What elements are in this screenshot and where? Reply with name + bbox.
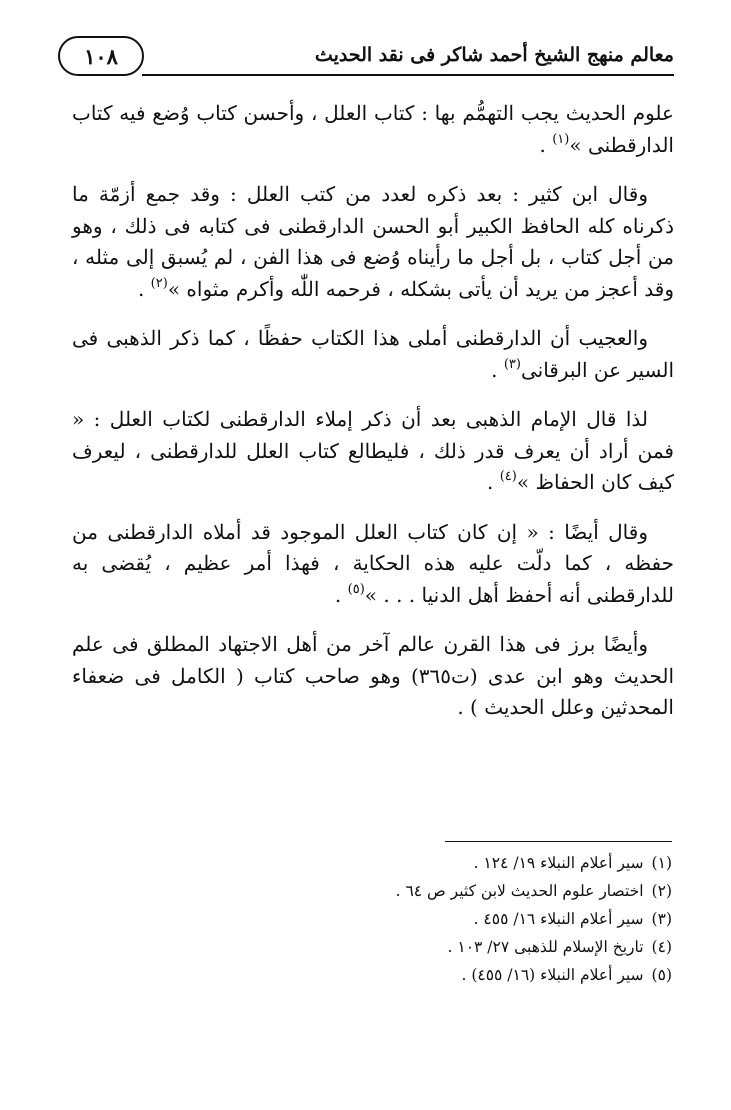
footnote-number: (٣) [651, 910, 672, 928]
footnote-divider [445, 841, 672, 842]
paragraph-tail: . [487, 470, 500, 494]
paragraph-text: والعجيب أن الدارقطنى أملى هذا الكتاب حفظًا ، كما ذكر الذهبى فى السير عن البرقانى [72, 326, 674, 382]
paragraph [72, 404, 674, 499]
footnote-number: (٥) [651, 966, 672, 984]
page-number: ١٠٨ [84, 43, 118, 69]
paragraph [72, 179, 674, 305]
footnote-reference: (١) [552, 131, 570, 147]
paragraph [72, 323, 674, 386]
footnote-number: (١) [651, 854, 672, 872]
footnote-reference: (٤) [499, 469, 517, 484]
paragraph-tail: . [539, 132, 553, 157]
paragraph [72, 629, 674, 724]
paragraph-text: علوم الحديث يجب التهمُّم بها : كتاب العلل ، وأحسن كتاب وُضع فيه كتاب الدارقطنى » [72, 101, 674, 157]
header-divider [142, 74, 674, 76]
paragraph-text: وأيضًا برز فى هذا القرن عالم آخر من أهل الاجتهاد المطلق فى علم الحديث وهو ابن عدى (ت٣٦٥) وهو صاحب كتاب ( الكامل فى ضعفاء المحدثين وعلل الحديث ) . [72, 632, 674, 719]
footnote-number: (٢) [651, 882, 672, 900]
footnote-text: تاريخ الإسلام للذهبى ٢٧/ ١٠٣ . [447, 938, 644, 956]
footnote-text: سير أعلام النبلاء ١٩/ ١٢٤ . [473, 854, 644, 872]
running-title: معالم منهج الشيخ أحمد شاكر فى نقد الحديث [314, 44, 674, 66]
main-text [72, 98, 674, 742]
paragraph-tail: . [491, 357, 504, 382]
footnote-reference: (٢) [150, 275, 168, 291]
footnotes [200, 849, 672, 989]
page-number-badge [58, 36, 144, 76]
footnote [200, 905, 672, 933]
paragraph-tail: . [334, 582, 348, 607]
footnote-text: سير أعلام النبلاء (١٦/ ٤٥٥) . [461, 966, 644, 984]
paragraph [72, 98, 674, 161]
paragraph [72, 517, 674, 612]
paragraph-tail: . [137, 276, 151, 301]
page-header [58, 30, 674, 88]
footnote [200, 849, 672, 877]
footnote-reference: (٥) [347, 581, 365, 597]
footnote [200, 933, 672, 961]
paragraph-text: لذا قال الإمام الذهبى بعد أن ذكر إملاء الدارقطنى لكتاب العلل : « فمن أراد أن يعرف قدر ذلك ، فليطالع كتاب العلل للدارقطنى ، ليعرف كيف كان الحفاظ » [72, 407, 674, 494]
footnote [200, 877, 672, 905]
paragraph-text: وقال أيضًا : « إن كان كتاب العلل الموجود قد أملاه الدارقطنى من حفظه ، كما دلّت عليه هذه الحكاية ، فهذا أمر عظيم ، يُقضى به للدارقطنى أنه أحفظ أهل الدنيا . . . » [72, 519, 674, 607]
footnote-number: (٤) [651, 938, 672, 956]
footnote-reference: (٣) [503, 356, 521, 372]
footnote-text: سير أعلام النبلاء ١٦/ ٤٥٥ . [473, 910, 644, 928]
footnote-text: اختصار علوم الحديث لابن كثير ص ٦٤ . [395, 882, 644, 900]
paragraph-text: وقال ابن كثير : بعد ذكره لعدد من كتب العلل : وقد جمع أزمّة ما ذكرناه كله الحافظ الكبير أبو الحسن الدارقطنى فى كتابه فى ذلك ، وهو من أجل كتاب ، بل أجل ما رأيناه وُضع فى هذا الفن ، لم يُسبق إلى مثله ، وقد أعجز من يريد أن يأتى بشكله ، فرحمه اللّٰه وأكرم مثواه » [72, 182, 674, 301]
footnote [200, 961, 672, 989]
